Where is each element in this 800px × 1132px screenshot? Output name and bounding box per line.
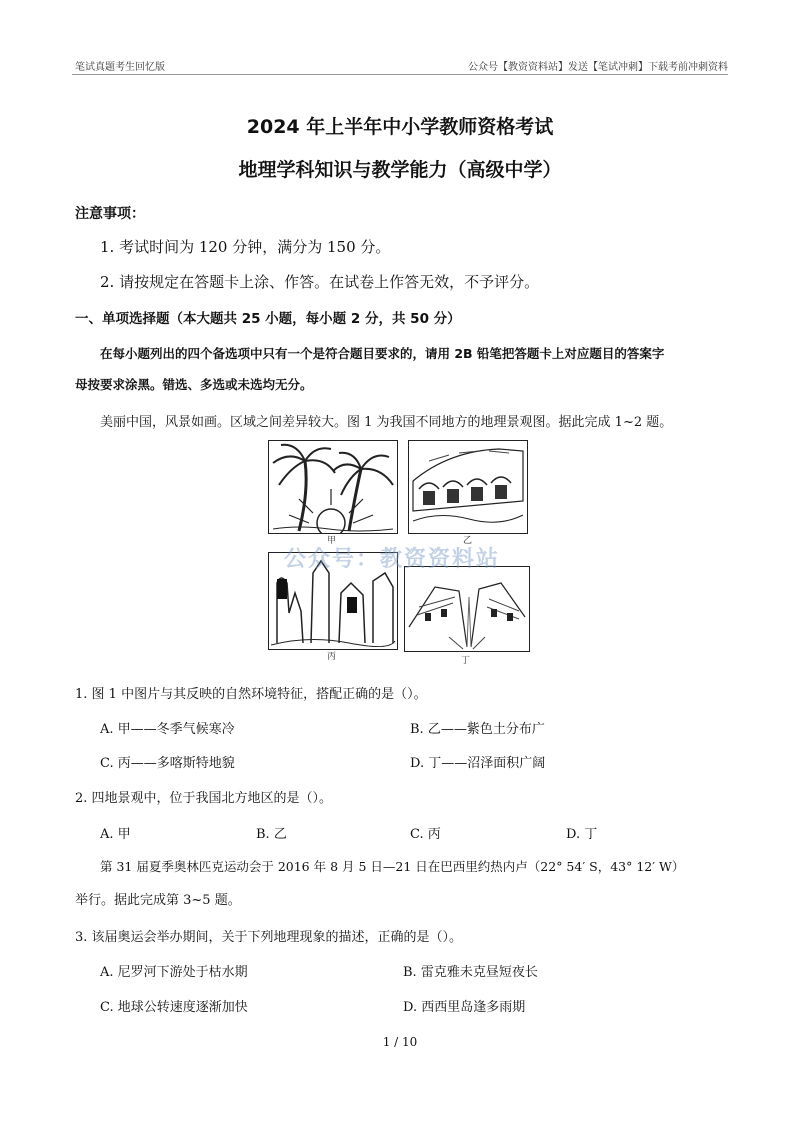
section-instruction-line2: 母按要求涂黑。错选、多选或未选均无分。 — [75, 377, 313, 392]
watermark: 公众号：教资资料站 — [284, 547, 501, 572]
figure-label-yi: 乙 — [463, 536, 473, 546]
passage-2-line1: 第 31 届夏季奥林匹克运动会于 2016 年 8 月 5 日—21 日在巴西里约热内卢（22° 54′ S，43° 12′ W） — [100, 859, 685, 874]
page-number: 1 / 10 — [382, 1035, 418, 1049]
notice-item-2: 2. 请按规定在答题卡上涂、作答。在试卷上作答无效，不予评分。 — [100, 273, 540, 291]
q3-option-c: C. 地球公转速度逐渐加快 — [100, 1000, 248, 1015]
q3-option-d: D. 西西里岛逢多雨期 — [403, 1000, 526, 1015]
q1-option-b: B. 乙——紫色土分布广 — [410, 722, 545, 737]
q2-option-d: D. 丁 — [566, 827, 598, 842]
exam-title: 2024 年上半年中小学教师资格考试 — [246, 116, 554, 138]
figure-yi-image — [408, 440, 528, 546]
q3-option-b: B. 雷克雅未克昼短夜长 — [403, 965, 538, 980]
figure-label-jia: 甲 — [327, 536, 337, 546]
q2-option-a: A. 甲 — [100, 827, 131, 842]
passage-2-line2: 举行。据此完成第 3~5 题。 — [75, 893, 241, 908]
q3-option-a: A. 尼罗河下游处于枯水期 — [100, 965, 248, 980]
figure-label-ding: 丁 — [461, 656, 471, 666]
q2-option-b: B. 乙 — [256, 827, 287, 842]
header-left-text: 笔试真题考生回忆版 — [75, 62, 165, 73]
section-instruction-line1: 在每小题列出的四个备选项中只有一个是符合题目要求的，请用 2B 铅笔把答题卡上对应题目的答案字 — [100, 346, 665, 361]
q1-option-d: D. 丁——沼泽面积广阔 — [410, 756, 546, 771]
q1-stem: 1. 图 1 中图片与其反映的自然环境特征，搭配正确的是（）。 — [75, 687, 427, 702]
figure-ding-image — [404, 566, 530, 666]
passage-1: 美丽中国，风景如画。区域之间差异较大。图 1 为我国不同地方的地理景观图。据此完成 1~2 题。 — [100, 415, 673, 430]
exam-subtitle: 地理学科知识与教学能力（高级中学） — [238, 159, 562, 181]
notice-heading: 注意事项： — [75, 206, 145, 222]
figure-1 — [262, 440, 532, 665]
q2-option-c: C. 丙 — [410, 827, 441, 842]
section-heading: 一、单项选择题（本大题共 25 小题，每小题 2 分，共 50 分） — [75, 311, 461, 327]
figure-jia-image — [268, 440, 398, 546]
q1-option-c: C. 丙——多喀斯特地貌 — [100, 756, 235, 771]
figure-label-bing: 丙 — [327, 652, 337, 662]
header-right-text: 公众号【教资资料站】发送【笔试冲刺】下载考前冲刺资料 — [468, 62, 728, 73]
q1-option-a: A. 甲——冬季气候寒冷 — [100, 722, 235, 737]
header-divider — [72, 74, 728, 75]
q3-stem: 3. 该届奥运会举办期间，关于下列地理现象的描述，正确的是（）。 — [75, 930, 463, 945]
notice-item-1: 1. 考试时间为 120 分钟，满分为 150 分。 — [100, 238, 391, 256]
q2-stem: 2. 四地景观中，位于我国北方地区的是（）。 — [75, 791, 333, 806]
